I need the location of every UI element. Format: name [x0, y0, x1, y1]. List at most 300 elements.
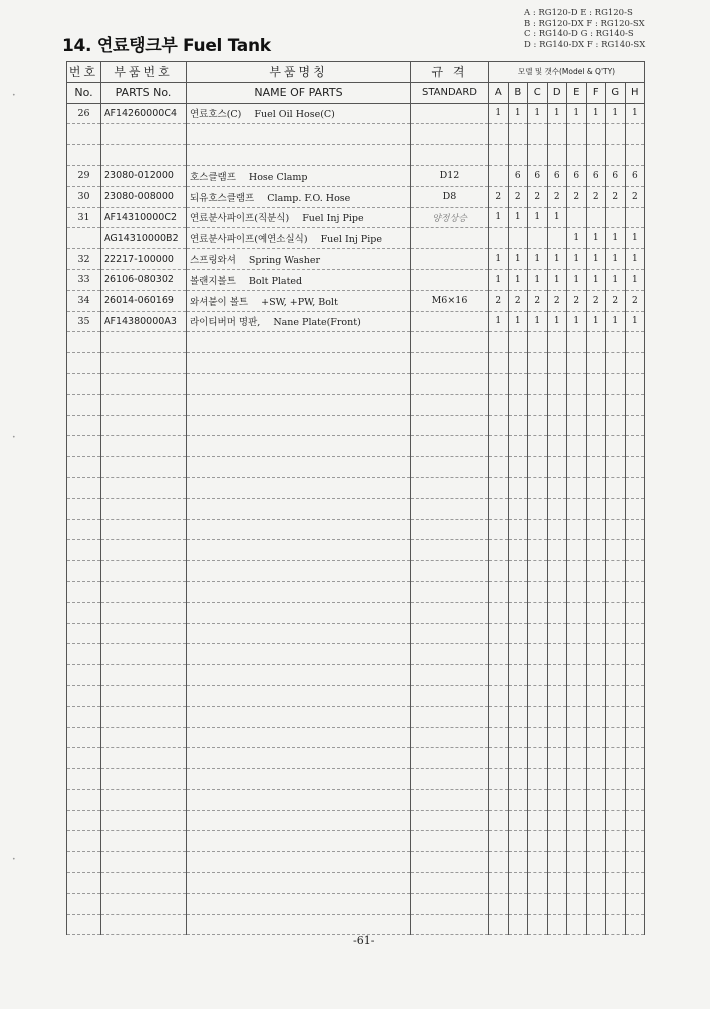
qty-cell — [547, 602, 567, 623]
qty-cell: 2 — [508, 290, 528, 311]
table-row — [67, 873, 645, 894]
qty-cell — [625, 373, 645, 394]
qty-cell — [547, 228, 567, 249]
part-number — [101, 644, 187, 665]
qty-cell — [625, 748, 645, 769]
qty-cell: 6 — [586, 165, 606, 186]
qty-cell: 1 — [508, 249, 528, 270]
qty-cell: 2 — [567, 186, 587, 207]
part-name — [187, 789, 411, 810]
qty-cell — [547, 665, 567, 686]
page-number: -61- — [353, 934, 375, 947]
part-number: 23080-012000 — [101, 165, 187, 186]
qty-cell — [508, 644, 528, 665]
qty-cell — [528, 415, 548, 436]
qty-cell — [606, 644, 626, 665]
qty-cell — [489, 436, 509, 457]
part-name — [187, 124, 411, 145]
qty-cell — [625, 145, 645, 166]
qty-cell: 1 — [567, 249, 587, 270]
item-number — [67, 685, 101, 706]
qty-cell — [586, 332, 606, 353]
standard — [411, 748, 489, 769]
qty-cell — [625, 810, 645, 831]
table-row — [67, 561, 645, 582]
part-name — [187, 706, 411, 727]
qty-cell — [528, 145, 548, 166]
qty-cell — [547, 644, 567, 665]
qty-cell — [567, 457, 587, 478]
table-row — [67, 540, 645, 561]
part-number — [101, 498, 187, 519]
qty-cell — [606, 602, 626, 623]
qty-cell — [489, 332, 509, 353]
qty-cell — [528, 789, 548, 810]
page-title: 14. 연료탱크부 Fuel Tank — [62, 36, 271, 56]
qty-cell — [547, 540, 567, 561]
standard — [411, 623, 489, 644]
item-number — [67, 914, 101, 935]
header-model-h: H — [625, 82, 645, 103]
standard — [411, 415, 489, 436]
qty-cell — [508, 831, 528, 852]
standard — [411, 873, 489, 894]
item-number — [67, 831, 101, 852]
qty-cell: 2 — [489, 290, 509, 311]
qty-cell — [489, 561, 509, 582]
qty-cell — [606, 477, 626, 498]
header-model-a: A — [489, 82, 509, 103]
part-number — [101, 789, 187, 810]
qty-cell — [625, 353, 645, 374]
qty-cell — [528, 748, 548, 769]
qty-cell: 1 — [606, 228, 626, 249]
header-no-ko: 번호 — [67, 62, 101, 83]
qty-cell — [586, 540, 606, 561]
table-row — [67, 353, 645, 374]
qty-cell — [489, 457, 509, 478]
qty-cell — [625, 436, 645, 457]
standard — [411, 727, 489, 748]
qty-cell — [567, 394, 587, 415]
legend-line: D : RG140-DX F : RG140-SX — [524, 39, 646, 50]
part-number — [101, 810, 187, 831]
qty-cell — [528, 769, 548, 790]
part-name — [187, 831, 411, 852]
part-name — [187, 373, 411, 394]
table-row — [67, 810, 645, 831]
qty-cell: 1 — [586, 228, 606, 249]
header-std-en: STANDARD — [411, 82, 489, 103]
header-model-f: F — [586, 82, 606, 103]
qty-cell — [508, 353, 528, 374]
qty-cell — [586, 415, 606, 436]
qty-cell — [567, 727, 587, 748]
part-name-ko: 연료분사파이프(예연소실식) — [190, 234, 308, 246]
qty-cell: 1 — [567, 311, 587, 332]
qty-cell — [625, 498, 645, 519]
qty-cell — [547, 353, 567, 374]
qty-cell — [606, 353, 626, 374]
part-number — [101, 893, 187, 914]
table-row — [67, 685, 645, 706]
part-name — [187, 290, 411, 311]
item-number — [67, 602, 101, 623]
standard — [411, 706, 489, 727]
item-number: 33 — [67, 269, 101, 290]
qty-cell — [567, 706, 587, 727]
part-number — [101, 665, 187, 686]
standard — [411, 373, 489, 394]
qty-cell — [606, 873, 626, 894]
part-name — [187, 186, 411, 207]
standard — [411, 477, 489, 498]
part-number — [101, 914, 187, 935]
qty-cell: 1 — [567, 269, 587, 290]
standard — [411, 498, 489, 519]
part-number — [101, 602, 187, 623]
table-row — [67, 852, 645, 873]
qty-cell — [547, 748, 567, 769]
qty-cell — [547, 145, 567, 166]
qty-cell — [547, 477, 567, 498]
part-number — [101, 145, 187, 166]
part-name-en: +SW, +PW, Bolt — [261, 296, 338, 308]
qty-cell — [586, 394, 606, 415]
qty-cell — [567, 373, 587, 394]
part-name — [187, 665, 411, 686]
qty-cell — [508, 145, 528, 166]
qty-cell — [528, 124, 548, 145]
qty-cell — [547, 873, 567, 894]
header-parts-ko: 부품번호 — [101, 62, 187, 83]
qty-cell — [625, 332, 645, 353]
qty-cell — [586, 353, 606, 374]
table-row — [67, 228, 645, 249]
qty-cell — [508, 332, 528, 353]
qty-cell — [567, 332, 587, 353]
table-row — [67, 436, 645, 457]
qty-cell — [625, 602, 645, 623]
qty-cell — [606, 145, 626, 166]
qty-cell — [489, 145, 509, 166]
legend-line: A : RG120-D E : RG120-S — [524, 8, 633, 18]
qty-cell — [567, 810, 587, 831]
qty-cell: 2 — [547, 290, 567, 311]
part-name — [187, 269, 411, 290]
item-number: 31 — [67, 207, 101, 228]
qty-cell — [625, 769, 645, 790]
part-number: AF14380000A3 — [101, 311, 187, 332]
standard — [411, 228, 489, 249]
qty-cell — [489, 623, 509, 644]
qty-cell — [586, 914, 606, 935]
part-name-ko: 연료호스(C) — [190, 109, 242, 121]
qty-cell — [508, 727, 528, 748]
legend-line: B : RG120-DX F : RG120-SX — [524, 18, 645, 29]
qty-cell — [606, 436, 626, 457]
qty-cell — [567, 873, 587, 894]
qty-cell — [586, 748, 606, 769]
qty-cell — [625, 477, 645, 498]
item-number — [67, 519, 101, 540]
qty-cell — [528, 498, 548, 519]
qty-cell — [489, 685, 509, 706]
part-number — [101, 373, 187, 394]
qty-cell — [547, 561, 567, 582]
item-number — [67, 623, 101, 644]
part-name — [187, 103, 411, 124]
qty-cell — [508, 769, 528, 790]
qty-cell — [547, 436, 567, 457]
table-row — [67, 519, 645, 540]
qty-cell — [567, 498, 587, 519]
qty-cell: 2 — [625, 290, 645, 311]
standard — [411, 124, 489, 145]
qty-cell — [547, 415, 567, 436]
table-row — [67, 623, 645, 644]
qty-cell — [508, 893, 528, 914]
qty-cell — [586, 831, 606, 852]
table-row — [67, 789, 645, 810]
table-row — [67, 498, 645, 519]
qty-cell — [586, 706, 606, 727]
qty-cell — [586, 893, 606, 914]
item-number — [67, 873, 101, 894]
table-row — [67, 290, 645, 311]
part-name — [187, 332, 411, 353]
qty-cell — [528, 706, 548, 727]
qty-cell — [567, 477, 587, 498]
parts-table — [66, 61, 645, 935]
qty-cell: 1 — [489, 269, 509, 290]
table-row — [67, 581, 645, 602]
scan-mark: • — [12, 92, 16, 99]
qty-cell — [586, 602, 606, 623]
qty-cell: 1 — [508, 207, 528, 228]
qty-cell — [625, 789, 645, 810]
qty-cell — [586, 852, 606, 873]
qty-cell — [547, 789, 567, 810]
qty-cell — [528, 810, 548, 831]
table-row — [67, 269, 645, 290]
qty-cell — [567, 685, 587, 706]
qty-cell: 2 — [508, 186, 528, 207]
qty-cell — [508, 706, 528, 727]
part-number: 22217-100000 — [101, 249, 187, 270]
qty-cell — [489, 498, 509, 519]
part-name-en — [190, 129, 200, 140]
part-name — [187, 623, 411, 644]
qty-cell — [508, 394, 528, 415]
qty-cell — [606, 893, 626, 914]
qty-cell — [606, 706, 626, 727]
part-name — [187, 810, 411, 831]
part-name — [187, 228, 411, 249]
qty-cell: 1 — [625, 228, 645, 249]
part-number — [101, 519, 187, 540]
part-name — [187, 457, 411, 478]
item-number: 26 — [67, 103, 101, 124]
qty-cell — [489, 477, 509, 498]
table-row — [67, 665, 645, 686]
part-name — [187, 602, 411, 623]
part-name — [187, 727, 411, 748]
qty-cell — [606, 498, 626, 519]
qty-cell — [586, 727, 606, 748]
qty-cell — [567, 665, 587, 686]
qty-cell — [606, 685, 626, 706]
part-name — [187, 477, 411, 498]
header-model-d: D — [547, 82, 567, 103]
qty-cell — [547, 727, 567, 748]
table-row — [67, 706, 645, 727]
qty-cell — [528, 477, 548, 498]
qty-cell — [489, 373, 509, 394]
header-model-e: E — [567, 82, 587, 103]
qty-cell — [567, 581, 587, 602]
qty-cell — [528, 394, 548, 415]
qty-cell: 1 — [547, 311, 567, 332]
qty-cell — [586, 665, 606, 686]
qty-cell — [547, 769, 567, 790]
qty-cell: 1 — [508, 269, 528, 290]
qty-cell — [489, 727, 509, 748]
qty-cell — [606, 748, 626, 769]
qty-cell — [508, 914, 528, 935]
part-name — [187, 769, 411, 790]
qty-cell — [567, 852, 587, 873]
header-model-g: G — [606, 82, 626, 103]
qty-cell: 1 — [625, 311, 645, 332]
qty-cell — [489, 415, 509, 436]
standard — [411, 269, 489, 290]
table-row — [67, 207, 645, 228]
part-name — [187, 873, 411, 894]
part-name — [187, 498, 411, 519]
standard: M6×16 — [411, 290, 489, 311]
qty-cell — [625, 623, 645, 644]
qty-cell: 2 — [586, 186, 606, 207]
item-number — [67, 373, 101, 394]
qty-cell — [606, 789, 626, 810]
qty-cell — [508, 665, 528, 686]
qty-cell: 2 — [606, 186, 626, 207]
qty-cell — [528, 873, 548, 894]
part-name-en: Fuel Inj Pipe — [302, 213, 364, 225]
part-number — [101, 685, 187, 706]
qty-cell — [586, 873, 606, 894]
standard — [411, 581, 489, 602]
standard — [411, 810, 489, 831]
qty-cell: 1 — [528, 311, 548, 332]
qty-cell — [586, 561, 606, 582]
qty-cell — [606, 623, 626, 644]
qty-cell — [586, 789, 606, 810]
part-name — [187, 748, 411, 769]
qty-cell — [586, 457, 606, 478]
qty-cell — [586, 519, 606, 540]
header-model-b: B — [508, 82, 528, 103]
item-number — [67, 457, 101, 478]
table-row — [67, 249, 645, 270]
legend-line: C : RG140-D G : RG140-S — [524, 29, 634, 39]
part-name — [187, 893, 411, 914]
qty-cell: 1 — [567, 228, 587, 249]
item-number — [67, 581, 101, 602]
part-name-en: Fuel Inj Pipe — [320, 234, 382, 246]
part-name — [187, 353, 411, 374]
qty-cell — [567, 415, 587, 436]
qty-cell: 1 — [489, 207, 509, 228]
part-name — [187, 145, 411, 166]
part-name-en: Spring Washer — [248, 255, 321, 267]
qty-cell — [625, 831, 645, 852]
qty-cell — [489, 665, 509, 686]
qty-cell: 1 — [586, 269, 606, 290]
part-number: 26106-080302 — [101, 269, 187, 290]
part-name-en — [190, 150, 200, 161]
qty-cell: 1 — [625, 103, 645, 124]
qty-cell — [547, 394, 567, 415]
qty-cell — [586, 145, 606, 166]
qty-cell — [508, 457, 528, 478]
part-number: 26014-060169 — [101, 290, 187, 311]
standard — [411, 540, 489, 561]
qty-cell — [606, 519, 626, 540]
model-legend — [524, 8, 645, 50]
part-number: AG14310000B2 — [101, 228, 187, 249]
qty-cell — [508, 477, 528, 498]
part-number: AF14310000C2 — [101, 207, 187, 228]
qty-cell — [586, 623, 606, 644]
part-number — [101, 873, 187, 894]
qty-cell: 6 — [567, 165, 587, 186]
qty-cell: 2 — [586, 290, 606, 311]
qty-cell — [586, 207, 606, 228]
part-name-ko: 스프링와셔 — [190, 255, 236, 267]
qty-cell — [625, 914, 645, 935]
part-name-en: Nane Plate(Front) — [273, 317, 361, 329]
qty-cell: 6 — [547, 165, 567, 186]
qty-cell — [508, 373, 528, 394]
part-name — [187, 415, 411, 436]
table-row — [67, 124, 645, 145]
qty-cell: 1 — [547, 103, 567, 124]
part-name-en: Bolt Plated — [248, 275, 303, 287]
qty-cell: 1 — [528, 103, 548, 124]
qty-cell — [567, 748, 587, 769]
qty-cell — [625, 415, 645, 436]
qty-cell — [547, 498, 567, 519]
item-number: 32 — [67, 249, 101, 270]
qty-cell — [606, 727, 626, 748]
item-number — [67, 748, 101, 769]
item-number: 34 — [67, 290, 101, 311]
qty-cell — [606, 831, 626, 852]
qty-cell — [528, 831, 548, 852]
standard — [411, 103, 489, 124]
qty-cell — [606, 561, 626, 582]
table-row — [67, 769, 645, 790]
qty-cell — [508, 498, 528, 519]
part-name-ko: 와셔붙이 볼트 — [190, 296, 249, 308]
standard — [411, 561, 489, 582]
item-number — [67, 353, 101, 374]
qty-cell — [489, 581, 509, 602]
qty-cell — [508, 623, 528, 644]
qty-cell: 6 — [508, 165, 528, 186]
